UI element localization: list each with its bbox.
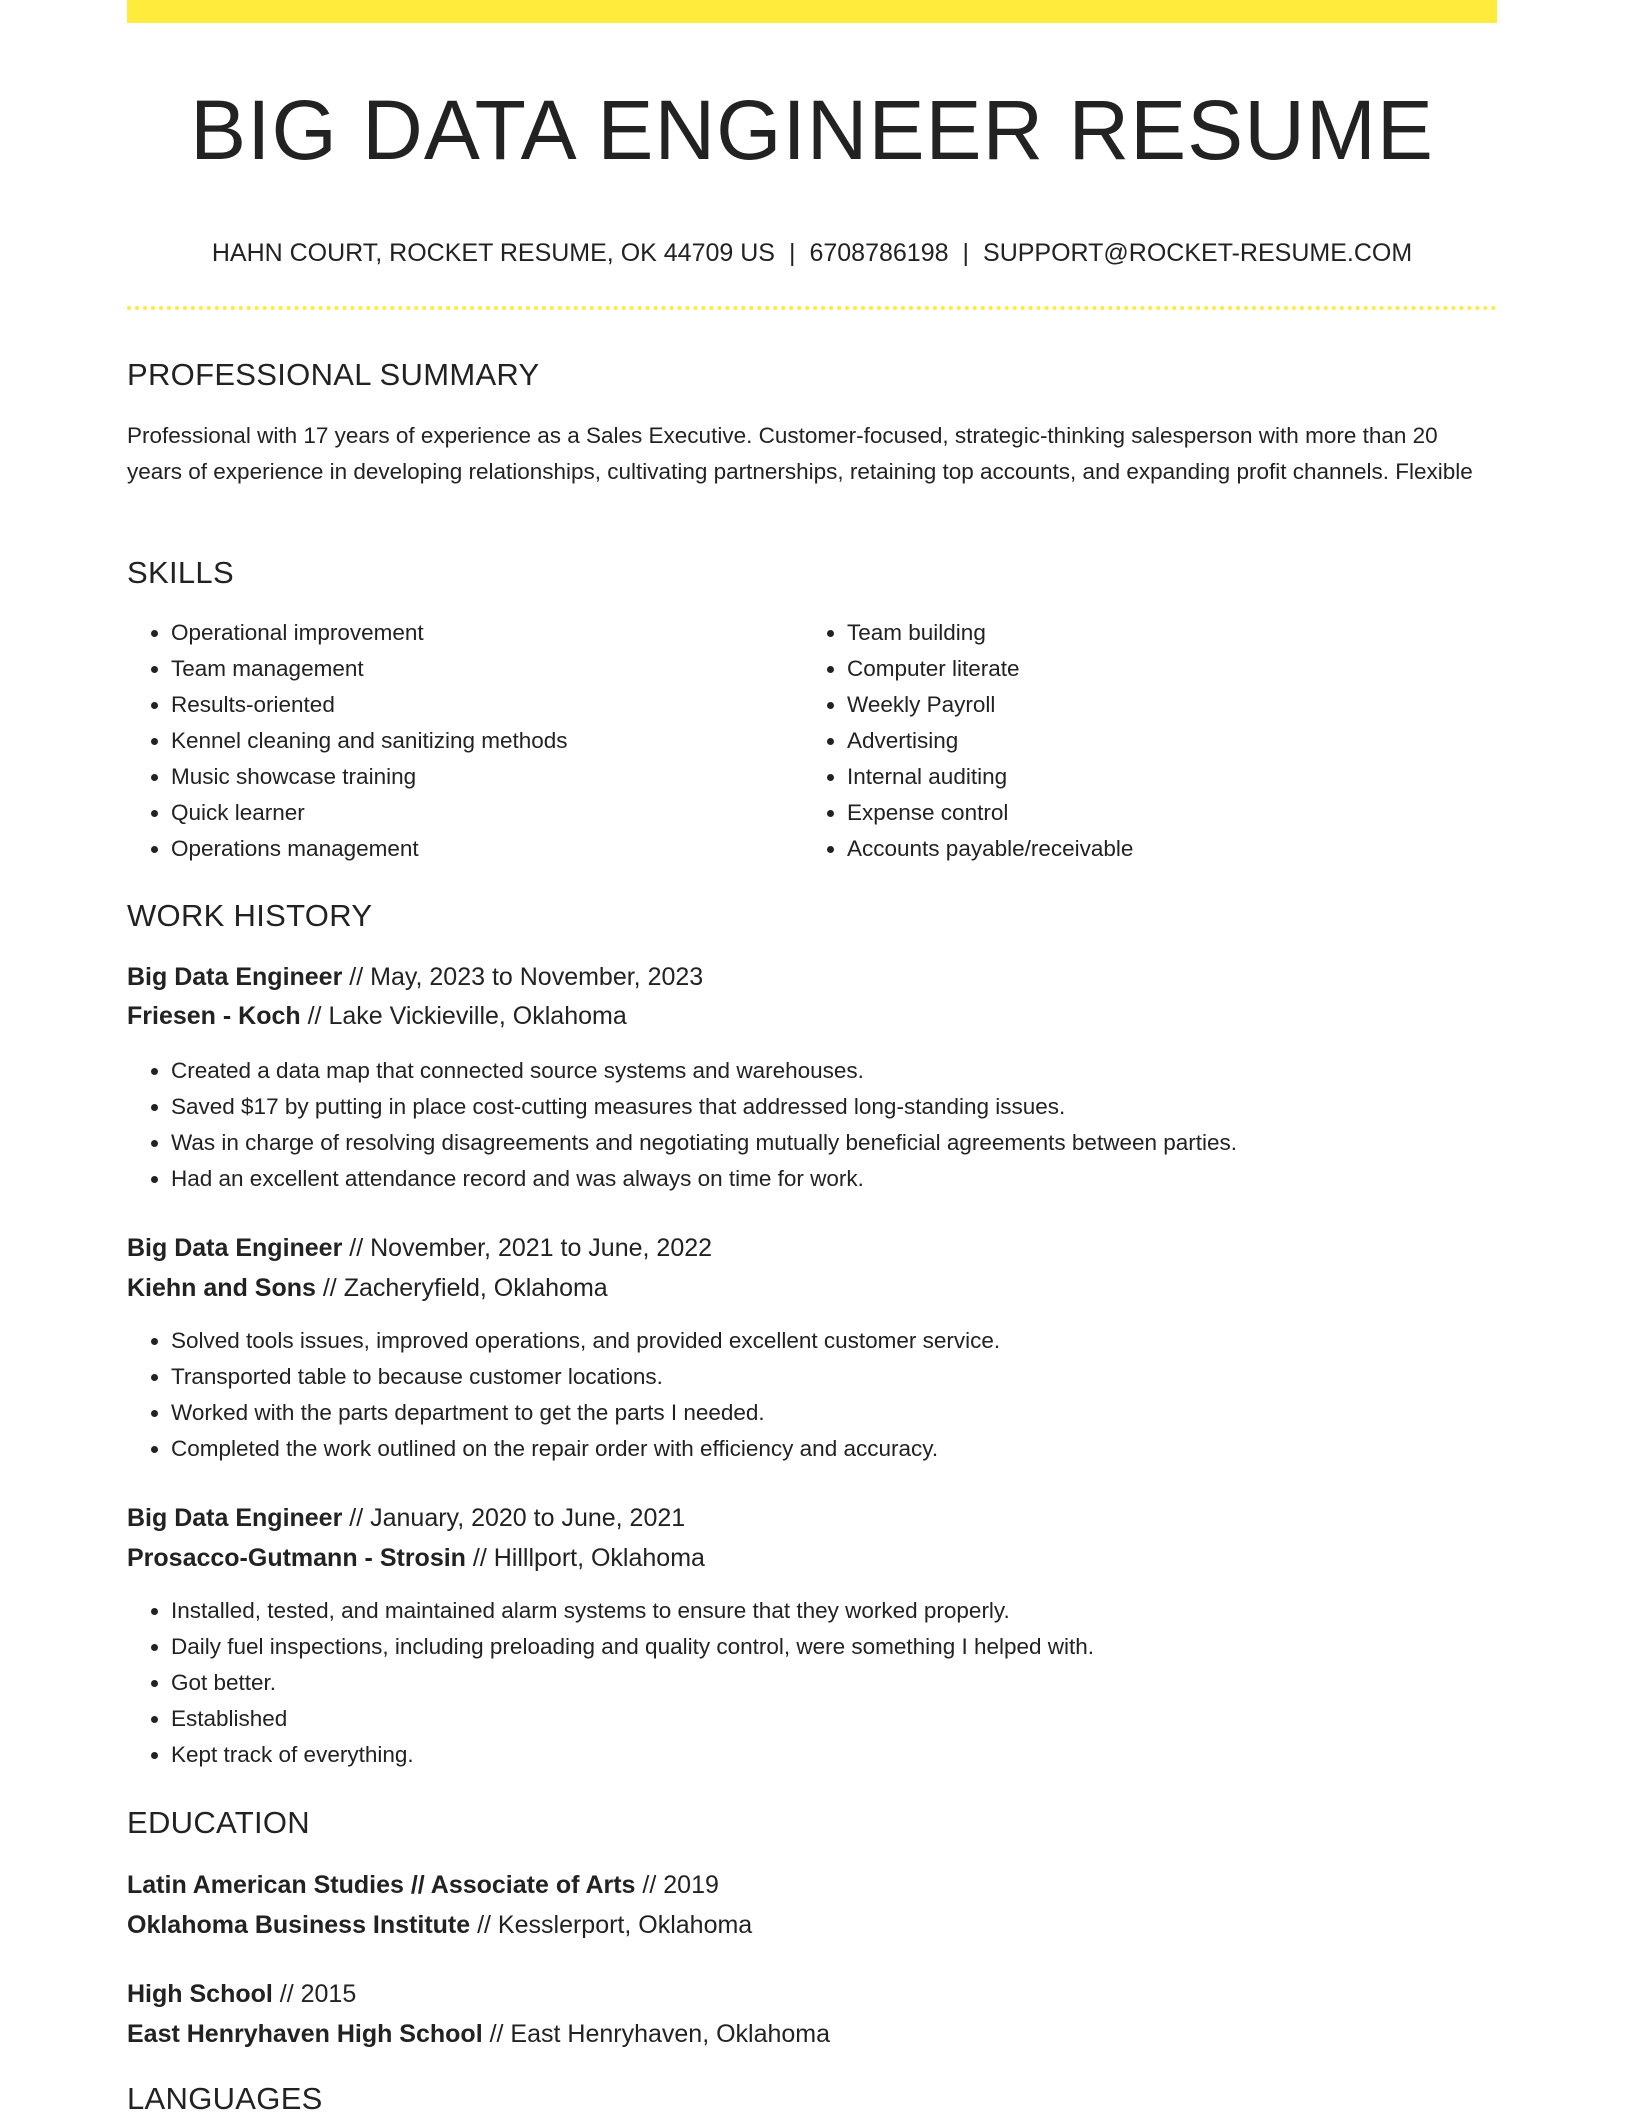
job-title-line bbox=[127, 1501, 685, 1535]
job-title: Big Data Engineer bbox=[127, 1234, 343, 1262]
job-company: Friesen - Koch bbox=[127, 1002, 301, 1030]
top-accent-bar bbox=[127, 0, 1497, 23]
job-dates: // January, 2020 to June, 2021 bbox=[349, 1504, 686, 1532]
job-bullet: • Kept track of everything. bbox=[171, 1737, 1541, 1773]
job-bullet: • Solved tools issues, improved operations, and provided excellent customer service. bbox=[171, 1323, 1541, 1359]
education-degree: Latin American Studies // Associate of Arts bbox=[127, 1871, 636, 1899]
job-bullets bbox=[127, 1323, 1541, 1467]
job-bullets bbox=[127, 1053, 1541, 1197]
job-bullet: • Installed, tested, and maintained alarm systems to ensure that they worked properly. bbox=[171, 1593, 1541, 1629]
job-bullet: • Completed the work outlined on the repair order with efficiency and accuracy. bbox=[171, 1431, 1541, 1467]
skill-item: • Internal auditing bbox=[847, 759, 1487, 795]
skill-item: • Operational improvement bbox=[171, 615, 771, 651]
job-dates: // May, 2023 to November, 2023 bbox=[349, 963, 704, 991]
skill-item: • Advertising bbox=[847, 723, 1487, 759]
skill-item: • Operations management bbox=[171, 831, 771, 867]
job-bullet: • Saved $17 by putting in place cost-cutting measures that addressed long-standing issues. bbox=[171, 1089, 1541, 1125]
job-title-line bbox=[127, 1231, 712, 1265]
skills-list-right bbox=[803, 615, 1487, 867]
job-bullet: • Was in charge of resolving disagreements and negotiating mutually beneficial agreements between parties. bbox=[171, 1125, 1541, 1161]
education-degree: High School bbox=[127, 1980, 273, 2008]
job-location: // Zacheryfield, Oklahoma bbox=[322, 1274, 608, 1302]
job-company-line bbox=[127, 999, 627, 1033]
skill-item: • Kennel cleaning and sanitizing methods bbox=[171, 723, 771, 759]
education-school: East Henryhaven High School bbox=[127, 2020, 483, 2048]
education-year: // 2015 bbox=[279, 1980, 357, 2008]
job-bullet: • Created a data map that connected source systems and warehouses. bbox=[171, 1053, 1541, 1089]
education-school-line bbox=[127, 2017, 830, 2051]
job-location: // Hilllport, Oklahoma bbox=[472, 1544, 705, 1572]
education-heading: EDUCATION bbox=[127, 1805, 310, 1840]
summary-heading: PROFESSIONAL SUMMARY bbox=[127, 357, 540, 392]
job-bullets bbox=[127, 1593, 1541, 1773]
job-location: // Lake Vickieville, Oklahoma bbox=[307, 1002, 627, 1030]
education-degree-line bbox=[127, 1868, 719, 1902]
skills-heading: SKILLS bbox=[127, 555, 234, 590]
job-bullet: • Worked with the parts department to get the parts I needed. bbox=[171, 1395, 1541, 1431]
job-dates: // November, 2021 to June, 2022 bbox=[349, 1234, 713, 1262]
job-bullet: • Daily fuel inspections, including preloading and quality control, were something I helped with. bbox=[171, 1629, 1541, 1665]
contact-separator: | bbox=[962, 239, 970, 267]
job-company-line bbox=[127, 1541, 705, 1575]
skill-item: • Team management bbox=[171, 651, 771, 687]
job-bullet: • Transported table to because customer locations. bbox=[171, 1359, 1541, 1395]
contact-email: SUPPORT@ROCKET-RESUME.COM bbox=[983, 239, 1413, 267]
education-degree-line bbox=[127, 1977, 356, 2011]
job-title-line bbox=[127, 960, 703, 994]
contact-phone: 6708786198 bbox=[809, 239, 949, 267]
skill-item: • Computer literate bbox=[847, 651, 1487, 687]
education-school-line bbox=[127, 1908, 752, 1942]
resume-title: BIG DATA ENGINEER RESUME bbox=[190, 83, 1434, 177]
skill-item: • Accounts payable/receivable bbox=[847, 831, 1487, 867]
education-location: // East Henryhaven, Oklahoma bbox=[489, 2020, 831, 2048]
education-location: // Kesslerport, Oklahoma bbox=[477, 1911, 753, 1939]
dotted-divider bbox=[127, 306, 1497, 310]
skill-item: • Results-oriented bbox=[171, 687, 771, 723]
skill-item: • Quick learner bbox=[171, 795, 771, 831]
education-school: Oklahoma Business Institute bbox=[127, 1911, 471, 1939]
skill-item: • Team building bbox=[847, 615, 1487, 651]
job-company-line bbox=[127, 1271, 608, 1305]
job-company: Kiehn and Sons bbox=[127, 1274, 316, 1302]
contact-address: HAHN COURT, ROCKET RESUME, OK 44709 US bbox=[211, 239, 775, 267]
job-bullet: • Got better. bbox=[171, 1665, 1541, 1701]
job-title: Big Data Engineer bbox=[127, 1504, 343, 1532]
summary-text: Professional with 17 years of experience as a Sales Executive. Customer-focused, strategic-thinking salesperson with more than 20 years of experience in developing relationships, cultivating partnerships, retaining top accounts, and expanding profit channels. Flexible bbox=[127, 423, 1473, 484]
skill-item: • Weekly Payroll bbox=[847, 687, 1487, 723]
contact-line bbox=[127, 236, 1497, 270]
job-company: Prosacco-Gutmann - Strosin bbox=[127, 1544, 466, 1572]
skills-list-left bbox=[127, 615, 771, 867]
languages-heading: LANGUAGES bbox=[127, 2081, 323, 2116]
contact-separator: | bbox=[788, 239, 796, 267]
skill-item: • Music showcase training bbox=[171, 759, 771, 795]
job-bullet: • Established bbox=[171, 1701, 1541, 1737]
education-year: // 2019 bbox=[642, 1871, 719, 1899]
skill-item: • Expense control bbox=[847, 795, 1487, 831]
job-title: Big Data Engineer bbox=[127, 963, 343, 991]
job-bullet: • Had an excellent attendance record and was always on time for work. bbox=[171, 1161, 1541, 1197]
work-history-heading: WORK HISTORY bbox=[127, 898, 373, 933]
